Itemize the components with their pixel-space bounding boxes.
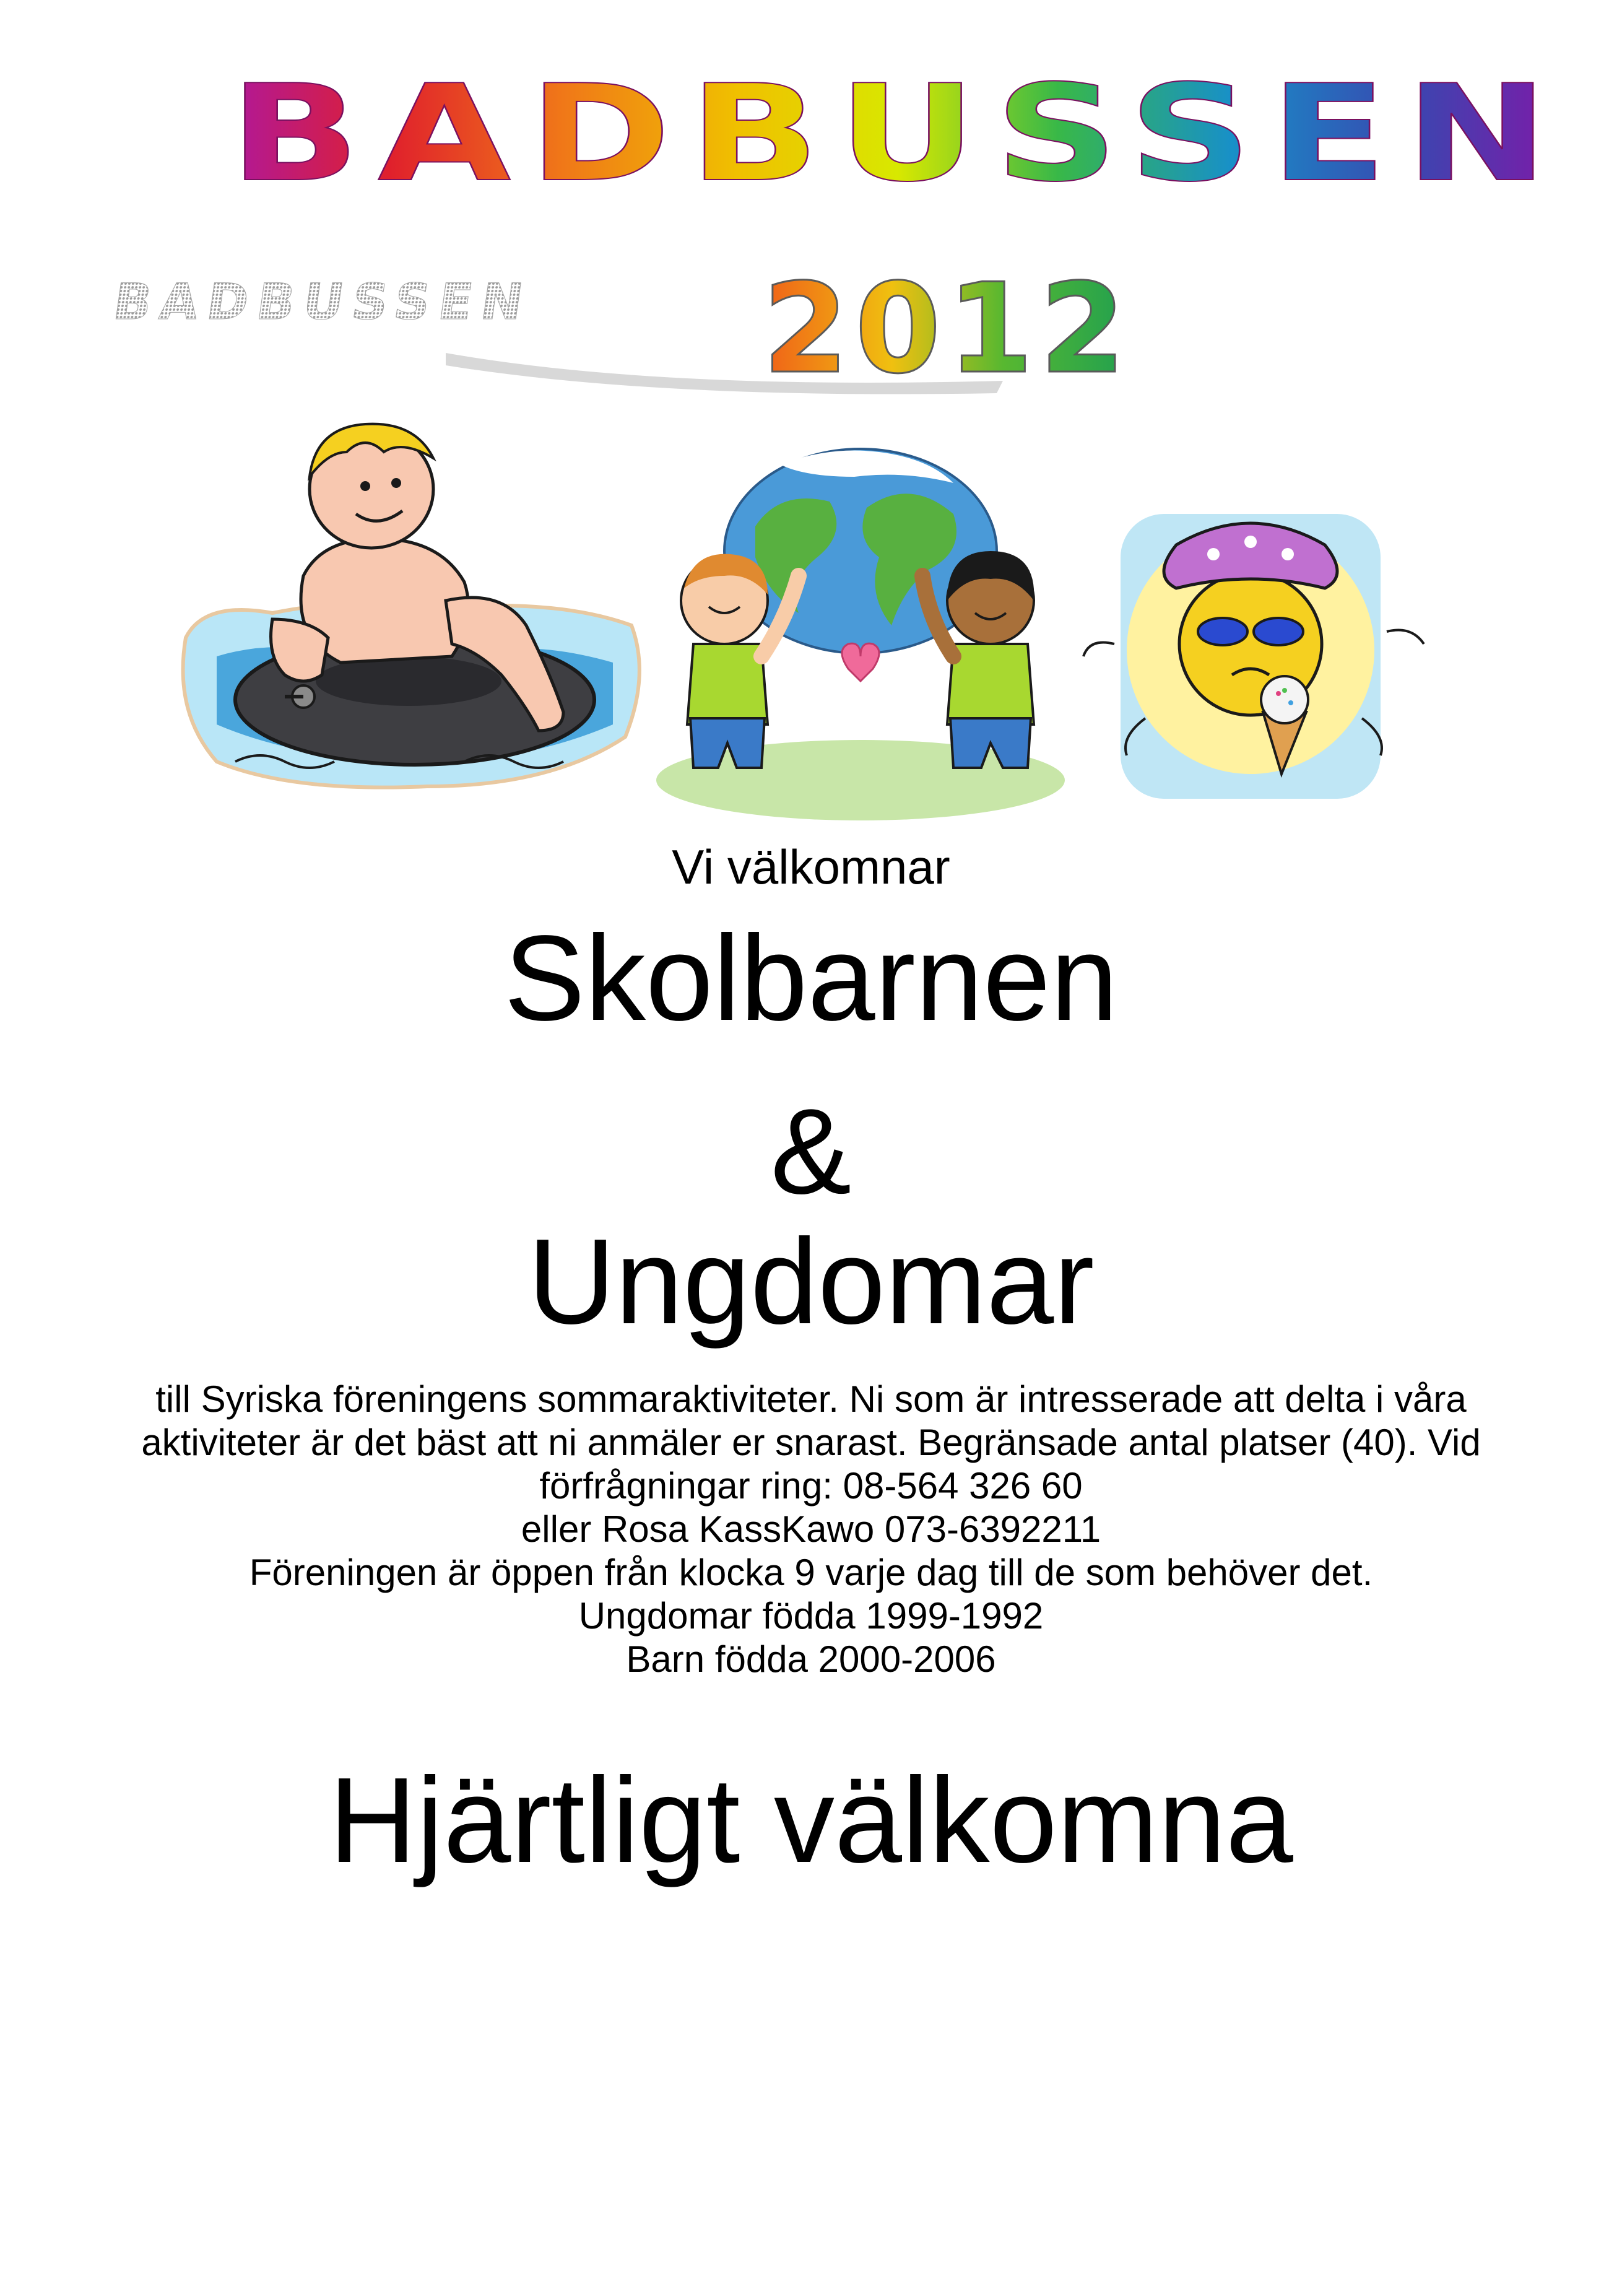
info-line: eller Rosa KassKawo 073-6392211 <box>521 1508 1101 1550</box>
info-line: Barn födda 2000-2006 <box>626 1638 996 1680</box>
headline-skolbarnen: Skolbarnen <box>504 910 1118 1046</box>
sun-with-ice-cream-illustration <box>1077 508 1449 805</box>
info-line: aktiviteter är det bäst att ni anmäler er snarast. Begränsade antal platser (40). Vid <box>141 1422 1481 1463</box>
info-line: Ungdomar födda 1999-1992 <box>578 1595 1044 1637</box>
info-line: Föreningen är öppen från klocka 9 varje dag till de som behöver det. <box>249 1552 1373 1593</box>
year-banner <box>99 260 1139 402</box>
welcome-line: Vi välkomnar <box>672 840 950 894</box>
closing-greeting: Hjärtligt välkomna <box>329 1752 1293 1888</box>
title-text: BADBUSSEN <box>229 62 1566 204</box>
year-text: 2012 <box>762 260 1132 401</box>
badbussen-title <box>210 62 1585 204</box>
headline-ampersand: & <box>770 1084 852 1219</box>
boy-on-inner-tube-illustration <box>180 415 650 811</box>
headline-ungdomar: Ungdomar <box>527 1214 1095 1349</box>
info-line: till Syriska föreningens sommaraktiviteter. Ni som är intresserade att delta i våra <box>155 1378 1467 1420</box>
shadow-title-text: BADBUSSEN <box>110 272 536 331</box>
info-line: förfrågningar ring: 08-564 326 60 <box>539 1465 1083 1507</box>
children-holding-globe-illustration <box>644 433 1077 830</box>
info-paragraph <box>0 1378 1622 1681</box>
